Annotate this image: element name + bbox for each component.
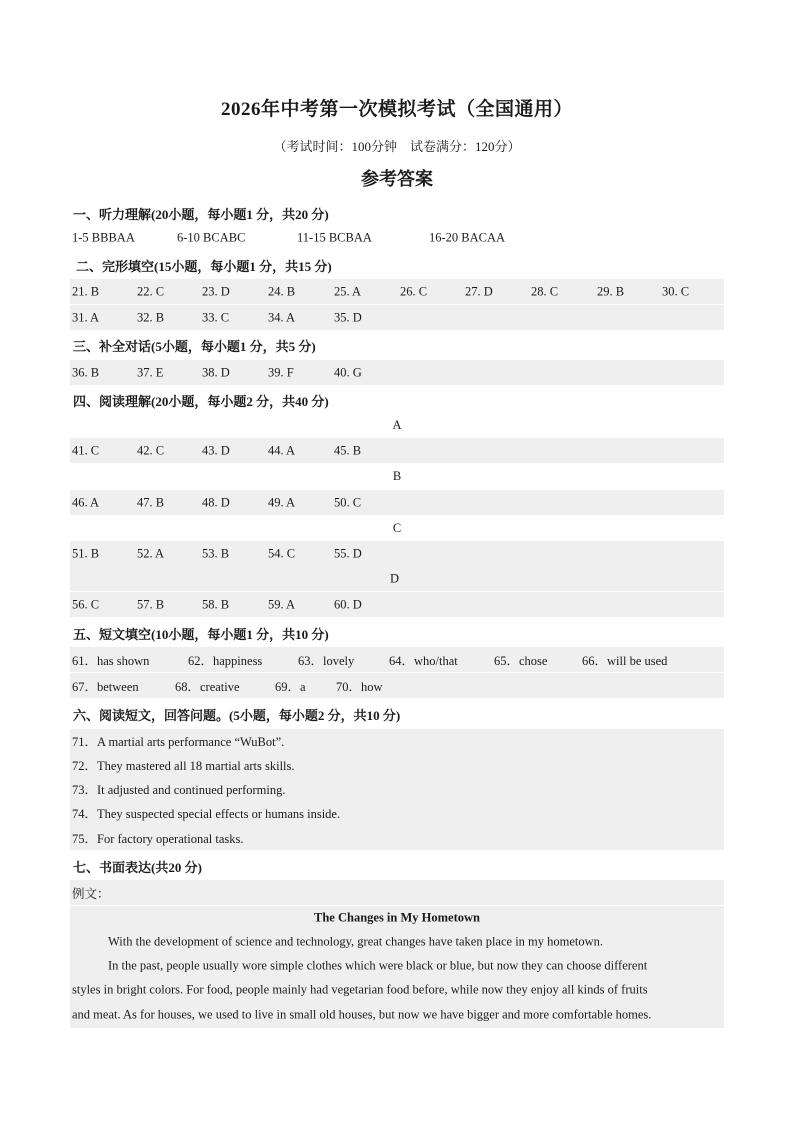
answer-item: 57. B xyxy=(137,597,165,611)
section-heading-fill-blanks: 五、短文填空(10小题，每小题1 分，共10 分) xyxy=(73,627,329,642)
answer-row xyxy=(70,801,724,825)
answer-row xyxy=(70,490,724,515)
answer-row xyxy=(70,592,724,617)
answer-item: 52. A xyxy=(137,546,165,560)
example-label-row xyxy=(70,880,724,905)
answer-item: 27. D xyxy=(465,284,493,298)
answer-item: 69．a xyxy=(275,679,306,694)
section-heading-writing: 七、书面表达(共20 分) xyxy=(73,860,202,875)
essay-text: styles in bright colors. For food, people mainly had vegetarian food before, while now they enjoy all kinds of fruits xyxy=(72,982,648,997)
essay-text: and meat. As for houses, we used to live in small old houses, but now we have bigger and more comfortable homes. xyxy=(72,1007,652,1022)
answer-item: 54. C xyxy=(268,546,296,560)
answer-item: 48. D xyxy=(202,495,230,509)
answer-item: 28. C xyxy=(531,284,559,298)
answer-row xyxy=(70,305,724,330)
answer-item: 29. B xyxy=(597,284,625,298)
answer-item: 35. D xyxy=(334,310,362,324)
essay-title: The Changes in My Hometown xyxy=(314,910,480,925)
answer-item: 26. C xyxy=(400,284,428,298)
answer-item: 75．For factory operational tasks. xyxy=(72,831,244,846)
answer-item: 36. B xyxy=(72,365,100,379)
passage-label: B xyxy=(392,469,402,483)
answer-item: 70．how xyxy=(336,679,383,694)
answer-row xyxy=(70,647,724,672)
answer-item: 39. F xyxy=(268,365,294,379)
passage-label: A xyxy=(392,418,402,432)
answer-item: 31. A xyxy=(72,310,100,324)
passage-label: C xyxy=(392,521,402,535)
section-heading-short-answer: 六、阅读短文，回答问题。(5小题，每小题2 分，共10 分) xyxy=(73,708,401,723)
answer-item: 46. A xyxy=(72,495,100,509)
answer-item: 56. C xyxy=(72,597,100,611)
answer-row xyxy=(70,541,724,566)
essay-line xyxy=(70,1002,724,1028)
example-label: 例文： xyxy=(72,886,110,901)
answer-item: 72．They mastered all 18 martial arts skills. xyxy=(72,759,295,773)
answer-item: 64．who/that xyxy=(389,653,458,668)
answer-group: 16-20 BACAA xyxy=(429,230,506,244)
answer-item: 24. B xyxy=(268,284,296,298)
answer-item: 34. A xyxy=(268,310,296,324)
answer-item: 74．They suspected special effects or humans inside. xyxy=(72,807,341,821)
answer-item: 50. C xyxy=(334,495,362,509)
answer-item: 38. D xyxy=(202,365,230,379)
section-heading-listening: 一、听力理解(20小题，每小题1 分，共20 分) xyxy=(73,207,329,222)
label-row xyxy=(70,566,724,591)
section-heading-dialogue: 三、补全对话(5小题，每小题1 分，共5 分) xyxy=(73,339,316,354)
essay-line xyxy=(70,930,724,954)
answer-row xyxy=(70,729,724,753)
answer-row xyxy=(70,777,724,801)
section-heading-reading: 四、阅读理解(20小题，每小题2 分，共40 分) xyxy=(73,394,329,409)
answers-heading: 参考答案 xyxy=(361,169,433,189)
answer-item: 41. C xyxy=(72,443,100,457)
answer-row xyxy=(70,279,724,304)
page-title: 2026年中考第一次模拟考试（全国通用） xyxy=(220,99,573,120)
answer-item: 51. B xyxy=(72,546,100,560)
essay-text: In the past, people usually wore simple clothes which were black or blue, but now they can choose different xyxy=(108,958,648,973)
essay-text: With the development of science and technology, great changes have taken place in my hometown. xyxy=(108,934,604,949)
answer-item: 73．It adjusted and continued performing. xyxy=(72,783,286,797)
answer-row xyxy=(70,438,724,463)
answer-item: 32. B xyxy=(137,310,165,324)
answer-item: 21. B xyxy=(72,284,100,298)
answer-item: 47. B xyxy=(137,495,165,509)
answer-row xyxy=(70,673,724,698)
answer-item: 40. G xyxy=(334,365,362,379)
section-heading-cloze: 二、完形填空(15小题，每小题1 分，共15 分) xyxy=(76,259,332,274)
answer-item: 60. D xyxy=(334,597,362,611)
answer-item: 65．chose xyxy=(494,653,548,668)
essay-line xyxy=(70,978,724,1002)
answer-item: 63．lovely xyxy=(298,653,355,668)
answer-item: 71．A martial arts performance “WuBot”. xyxy=(72,735,285,749)
answer-item: 44. A xyxy=(268,443,296,457)
answer-item: 49. A xyxy=(268,495,296,509)
answer-item: 55. D xyxy=(334,546,362,560)
answer-row xyxy=(70,360,724,385)
answer-item: 62．happiness xyxy=(188,653,263,668)
answer-item: 67．between xyxy=(72,679,139,694)
exam-info: （考试时间：100分钟 试卷满分：120分） xyxy=(273,139,521,154)
answer-item: 33. C xyxy=(202,310,230,324)
answer-row xyxy=(70,825,724,850)
answer-item: 58. B xyxy=(202,597,230,611)
answer-item: 22. C xyxy=(137,284,165,298)
answer-item: 37. E xyxy=(137,365,164,379)
essay-title-row xyxy=(70,906,724,930)
answer-group: 11-15 BCBAA xyxy=(297,230,372,244)
answer-group: 1-5 BBBAA xyxy=(72,230,135,244)
passage-label: D xyxy=(390,571,400,585)
answer-row xyxy=(70,753,724,777)
essay-line xyxy=(70,954,724,978)
answer-item: 66．will be used xyxy=(582,653,668,668)
answer-item: 68．creative xyxy=(175,679,240,694)
answer-row xyxy=(70,225,724,250)
answer-item: 43. D xyxy=(202,443,230,457)
answer-item: 42. C xyxy=(137,443,165,457)
answer-group: 6-10 BCABC xyxy=(177,230,246,244)
answer-item: 23. D xyxy=(202,284,230,298)
answer-item: 25. A xyxy=(334,284,362,298)
answer-item: 30. C xyxy=(662,284,690,298)
answer-item: 59. A xyxy=(268,597,296,611)
answer-item: 61．has shown xyxy=(72,653,150,668)
answer-item: 45. B xyxy=(334,443,362,457)
answer-item: 53. B xyxy=(202,546,230,560)
